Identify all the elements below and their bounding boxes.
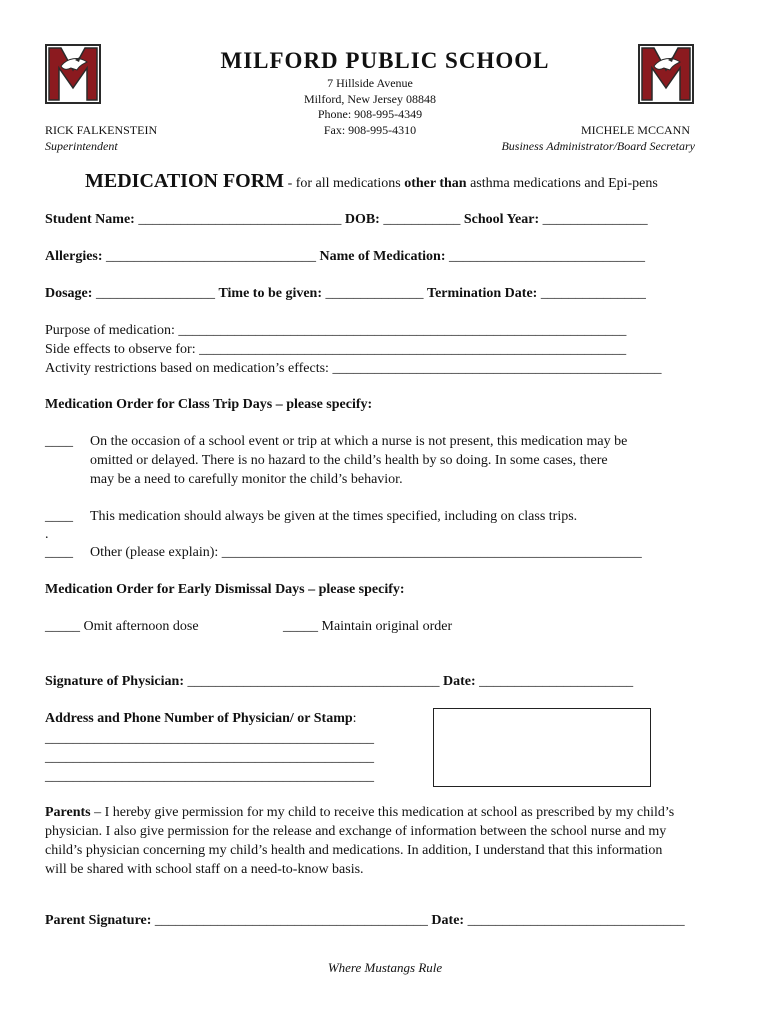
- physician-date-label: Date:: [442, 674, 476, 689]
- side-effects-field[interactable]: _____________________________________________________________: [199, 342, 627, 357]
- other-explain-label: Other (please explain):: [90, 545, 222, 560]
- business-admin-title: Business Administrator/Board Secretary: [501, 139, 695, 153]
- maintain-order-option: [283, 619, 452, 635]
- dob-field[interactable]: ___________: [379, 212, 464, 227]
- termination-date-field[interactable]: _______________: [537, 286, 646, 301]
- omit-dose-blank[interactable]: _____: [45, 619, 80, 634]
- side-effects-row: [45, 342, 626, 358]
- parent-consent-line-4: will be shared with school staff on a need-to-know basis.: [45, 862, 364, 877]
- physician-address-line-1[interactable]: _______________________________________________: [45, 731, 374, 746]
- school-year-field[interactable]: _______________: [539, 212, 648, 227]
- class-trip-option1-line2: omitted or delayed. There is no hazard to the child’s health by so doing. In some cases, there: [90, 453, 608, 468]
- parents-label: Parents: [45, 805, 91, 820]
- dosage-row: [45, 286, 646, 302]
- student-name-field[interactable]: _____________________________: [134, 212, 345, 227]
- school-name: MILFORD PUBLIC SCHOOL: [220, 48, 550, 73]
- superintendent-title: Superintendent: [45, 139, 118, 153]
- dosage-field[interactable]: _________________: [92, 286, 219, 301]
- activity-restrictions-label: Activity restrictions based on medication’s effects:: [45, 361, 333, 376]
- physician-signature-label: Signature of Physician:: [45, 674, 184, 689]
- form-title-main: MEDICATION FORM: [85, 170, 285, 192]
- medication-name-label: Name of Medication:: [319, 249, 446, 264]
- superintendent-name: RICK FALKENSTEIN: [45, 123, 158, 137]
- business-admin-name: MICHELE MCCANN: [580, 123, 690, 137]
- phone-number: Phone: 908-995-4349: [317, 107, 423, 121]
- allergies-field[interactable]: ______________________________: [102, 249, 320, 264]
- early-dismissal-heading: Medication Order for Early Dismissal Days – please specify:: [45, 582, 405, 597]
- other-explain-field[interactable]: ____________________________________________________________: [221, 545, 642, 560]
- physician-address-heading: [45, 711, 357, 727]
- time-given-field[interactable]: ______________: [322, 286, 428, 301]
- physician-address-label: Address and Phone Number of Physician/ or Stamp: [45, 711, 353, 726]
- address-line-2: Milford, New Jersey 08848: [304, 92, 436, 106]
- parent-date-field[interactable]: _______________________________: [464, 913, 685, 928]
- side-effects-label: Side effects to observe for:: [45, 342, 200, 357]
- class-trip-option3-blank[interactable]: ____: [45, 545, 73, 560]
- dob-label: DOB:: [344, 212, 380, 227]
- student-info-row: [45, 212, 648, 228]
- physician-address-line-3[interactable]: _______________________________________________: [45, 769, 374, 784]
- physician-signature-row: [45, 674, 633, 690]
- class-trip-option2-blank[interactable]: ____: [45, 509, 73, 524]
- class-trip-option1-line3: may be a need to carefully monitor the child’s behavior.: [90, 472, 403, 487]
- activity-restrictions-row: [45, 361, 661, 377]
- physician-signature-field[interactable]: ____________________________________: [183, 674, 443, 689]
- time-given-label: Time to be given:: [218, 286, 323, 301]
- purpose-label: Purpose of medication:: [45, 323, 179, 338]
- class-trip-option1-line1: On the occasion of a school event or trip at which a nurse is not present, this medication may be: [90, 434, 628, 449]
- activity-restrictions-field[interactable]: _______________________________________________: [332, 361, 662, 376]
- parent-consent-line-2: physician. I also give permission for the release and exchange of information between the school nurse and my: [45, 824, 667, 839]
- omit-dose-label: Omit afternoon dose: [80, 619, 199, 634]
- parent-signature-field[interactable]: _______________________________________: [151, 913, 432, 928]
- class-trip-option2-text: This medication should always be given at the times specified, including on class trips.: [90, 509, 578, 524]
- medication-name-field[interactable]: ____________________________: [445, 249, 645, 264]
- maintain-order-label: Maintain original order: [318, 619, 453, 634]
- parent-consent-line-3: child’s physician concerning my child’s health and medications. In addition, I understand that this information: [45, 843, 663, 858]
- form-title-suffix: asthma medications and Epi-pens: [466, 176, 658, 191]
- address-line-1: 7 Hillside Avenue: [327, 76, 413, 90]
- parent-date-label: Date:: [431, 913, 465, 928]
- omit-dose-option: [45, 619, 199, 635]
- maintain-order-blank[interactable]: _____: [283, 619, 318, 634]
- form-title-prefix: - for all medications: [284, 176, 405, 191]
- student-name-label: Student Name:: [45, 212, 135, 227]
- physician-date-field[interactable]: ______________________: [475, 674, 634, 689]
- parent-signature-row: [45, 913, 685, 929]
- purpose-row: [45, 323, 626, 339]
- class-trip-heading: Medication Order for Class Trip Days – please specify:: [45, 397, 373, 412]
- form-title: [85, 170, 658, 193]
- termination-date-label: Termination Date:: [427, 286, 538, 301]
- allergy-row: [45, 249, 645, 265]
- dosage-label: Dosage:: [45, 286, 93, 301]
- parent-consent-line-1-text: – I hereby give permission for my child to receive this medication at school as prescribed by my child’s: [90, 805, 675, 820]
- fax-number: Fax: 908-995-4310: [323, 123, 417, 137]
- school-motto: Where Mustangs Rule: [327, 960, 443, 975]
- class-trip-option1-blank[interactable]: ____: [45, 434, 73, 449]
- physician-stamp-box[interactable]: [433, 708, 651, 787]
- parent-consent-paragraph: [45, 803, 745, 879]
- purpose-field[interactable]: ________________________________________________________________: [178, 323, 627, 338]
- school-year-label: School Year:: [463, 212, 540, 227]
- parent-signature-label: Parent Signature:: [45, 913, 152, 928]
- class-trip-option3-row: [90, 545, 642, 561]
- physician-address-colon: :: [352, 711, 357, 726]
- physician-address-line-2[interactable]: _______________________________________________: [45, 750, 374, 765]
- form-title-emphasis: other than: [404, 176, 467, 191]
- allergies-label: Allergies:: [45, 249, 103, 264]
- parent-consent-line-1: [45, 803, 745, 822]
- stray-dot: .: [45, 527, 49, 542]
